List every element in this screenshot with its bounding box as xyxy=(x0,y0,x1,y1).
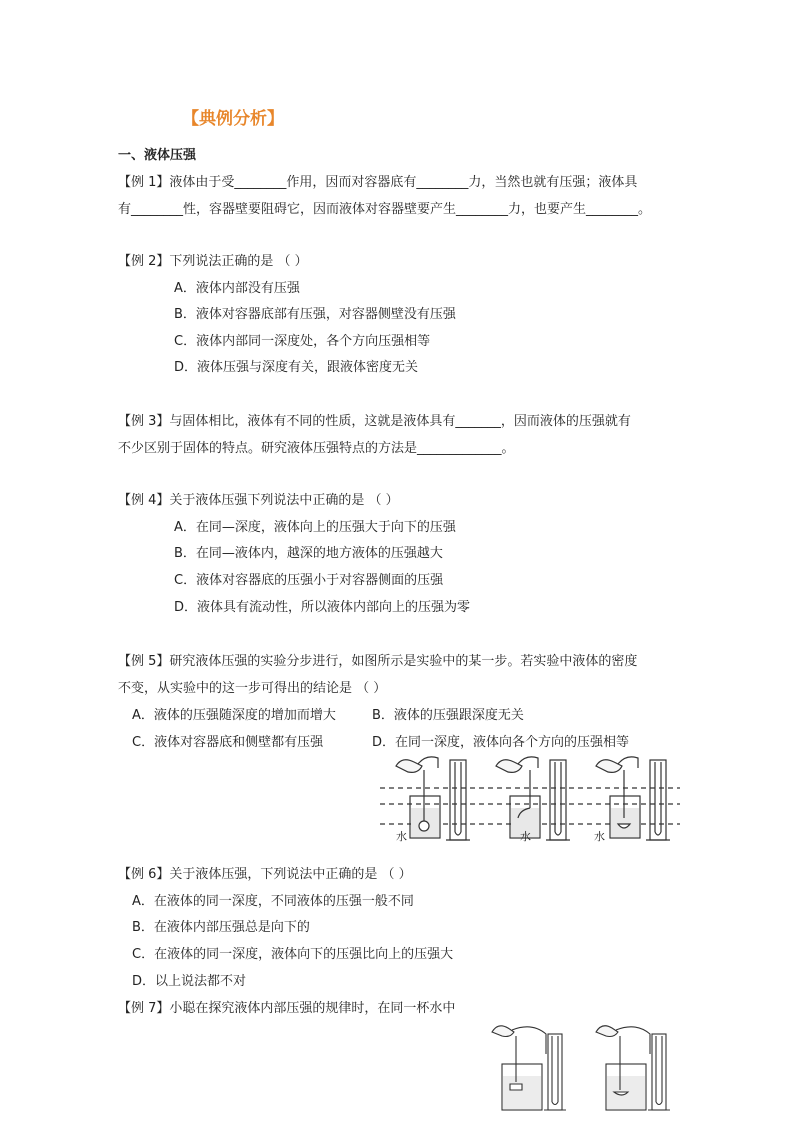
example-2-option-a: A．液体内部没有压强 xyxy=(174,281,300,296)
example-4-option-d: D．液体具有流动性，所以液体内部向上的压强为零 xyxy=(174,600,471,615)
water-label-2: 水 xyxy=(520,830,531,843)
example-6-stem: 【例 6】关于液体压强，下列说法中正确的是 （ ） xyxy=(118,867,412,882)
example-6-option-d: D．以上说法都不对 xyxy=(132,974,247,989)
example-4-option-c: C．液体对容器底的压强小于对容器侧面的压强 xyxy=(174,573,444,588)
example-6-option-c: C．在液体的同一深度，液体向下的压强比向上的压强大 xyxy=(132,947,454,962)
example-5-figure xyxy=(380,752,700,852)
water-label-3: 水 xyxy=(594,830,605,843)
example-4-stem: 【例 4】关于液体压强下列说法中正确的是 （ ） xyxy=(118,493,399,508)
example-4-option-b: B．在同—液体内，越深的地方液体的压强越大 xyxy=(174,546,443,561)
example-5-option-c: C．液体对容器底和侧壁都有压强 xyxy=(132,735,324,750)
example-2-option-d: D．液体压强与深度有关，跟液体密度无关 xyxy=(174,360,419,375)
apparatus-2 xyxy=(496,757,570,840)
example-1-line-1: 【例 1】液体由于受________作用，因而对容器底有________力，当然也就有压强；液体具 xyxy=(118,175,638,190)
example-2-option-c: C．液体内部同一深度处，各个方向压强相等 xyxy=(174,334,431,349)
page-title: 【典例分析】 xyxy=(182,109,284,129)
apparatus-3 xyxy=(596,757,670,840)
example-3-line-1: 【例 3】与固体相比，液体有不同的性质，这就是液体具有_______，因而液体的压强就有 xyxy=(118,414,631,429)
apparatus-right xyxy=(596,1026,670,1110)
example-3-line-2: 不少区别于固体的特点。研究液体压强特点的方法是_____________。 xyxy=(118,441,515,456)
example-2-option-b: B．液体对容器底部有压强，对容器侧壁没有压强 xyxy=(174,307,456,322)
example-1-line-2: 有________性，容器壁要阻碍它，因而液体对容器壁要产生________力，也要产生________。 xyxy=(118,202,652,217)
example-6-option-a: A．在液体的同一深度，不同液体的压强一般不同 xyxy=(132,894,414,909)
example-4-option-a: A．在同—深度，液体向上的压强大于向下的压强 xyxy=(174,520,456,535)
apparatus-1 xyxy=(396,757,470,840)
example-5-option-d: D．在同一深度，液体向各个方向的压强相等 xyxy=(372,735,630,750)
example-5-line-2: 不变，从实验中的这一步可得出的结论是 （ ） xyxy=(118,681,387,696)
example-7-figure xyxy=(486,1020,686,1116)
example-5-option-a: A．液体的压强随深度的增加而增大 xyxy=(132,708,336,723)
example-5-option-b: B．液体的压强跟深度无关 xyxy=(372,708,524,723)
section-heading: 一、液体压强 xyxy=(118,148,197,163)
water-label-1: 水 xyxy=(396,830,407,843)
example-5-line-1: 【例 5】研究液体压强的实验分步进行，如图所示是实验中的某一步。若实验中液体的密度 xyxy=(118,654,638,669)
example-2-stem: 【例 2】下列说法正确的是 （ ） xyxy=(118,254,308,269)
example-6-option-b: B．在液体内部压强总是向下的 xyxy=(132,920,310,935)
apparatus-left xyxy=(492,1026,566,1110)
example-7-stem: 【例 7】小聪在探究液体内部压强的规律时，在同一杯水中 xyxy=(118,1001,456,1016)
